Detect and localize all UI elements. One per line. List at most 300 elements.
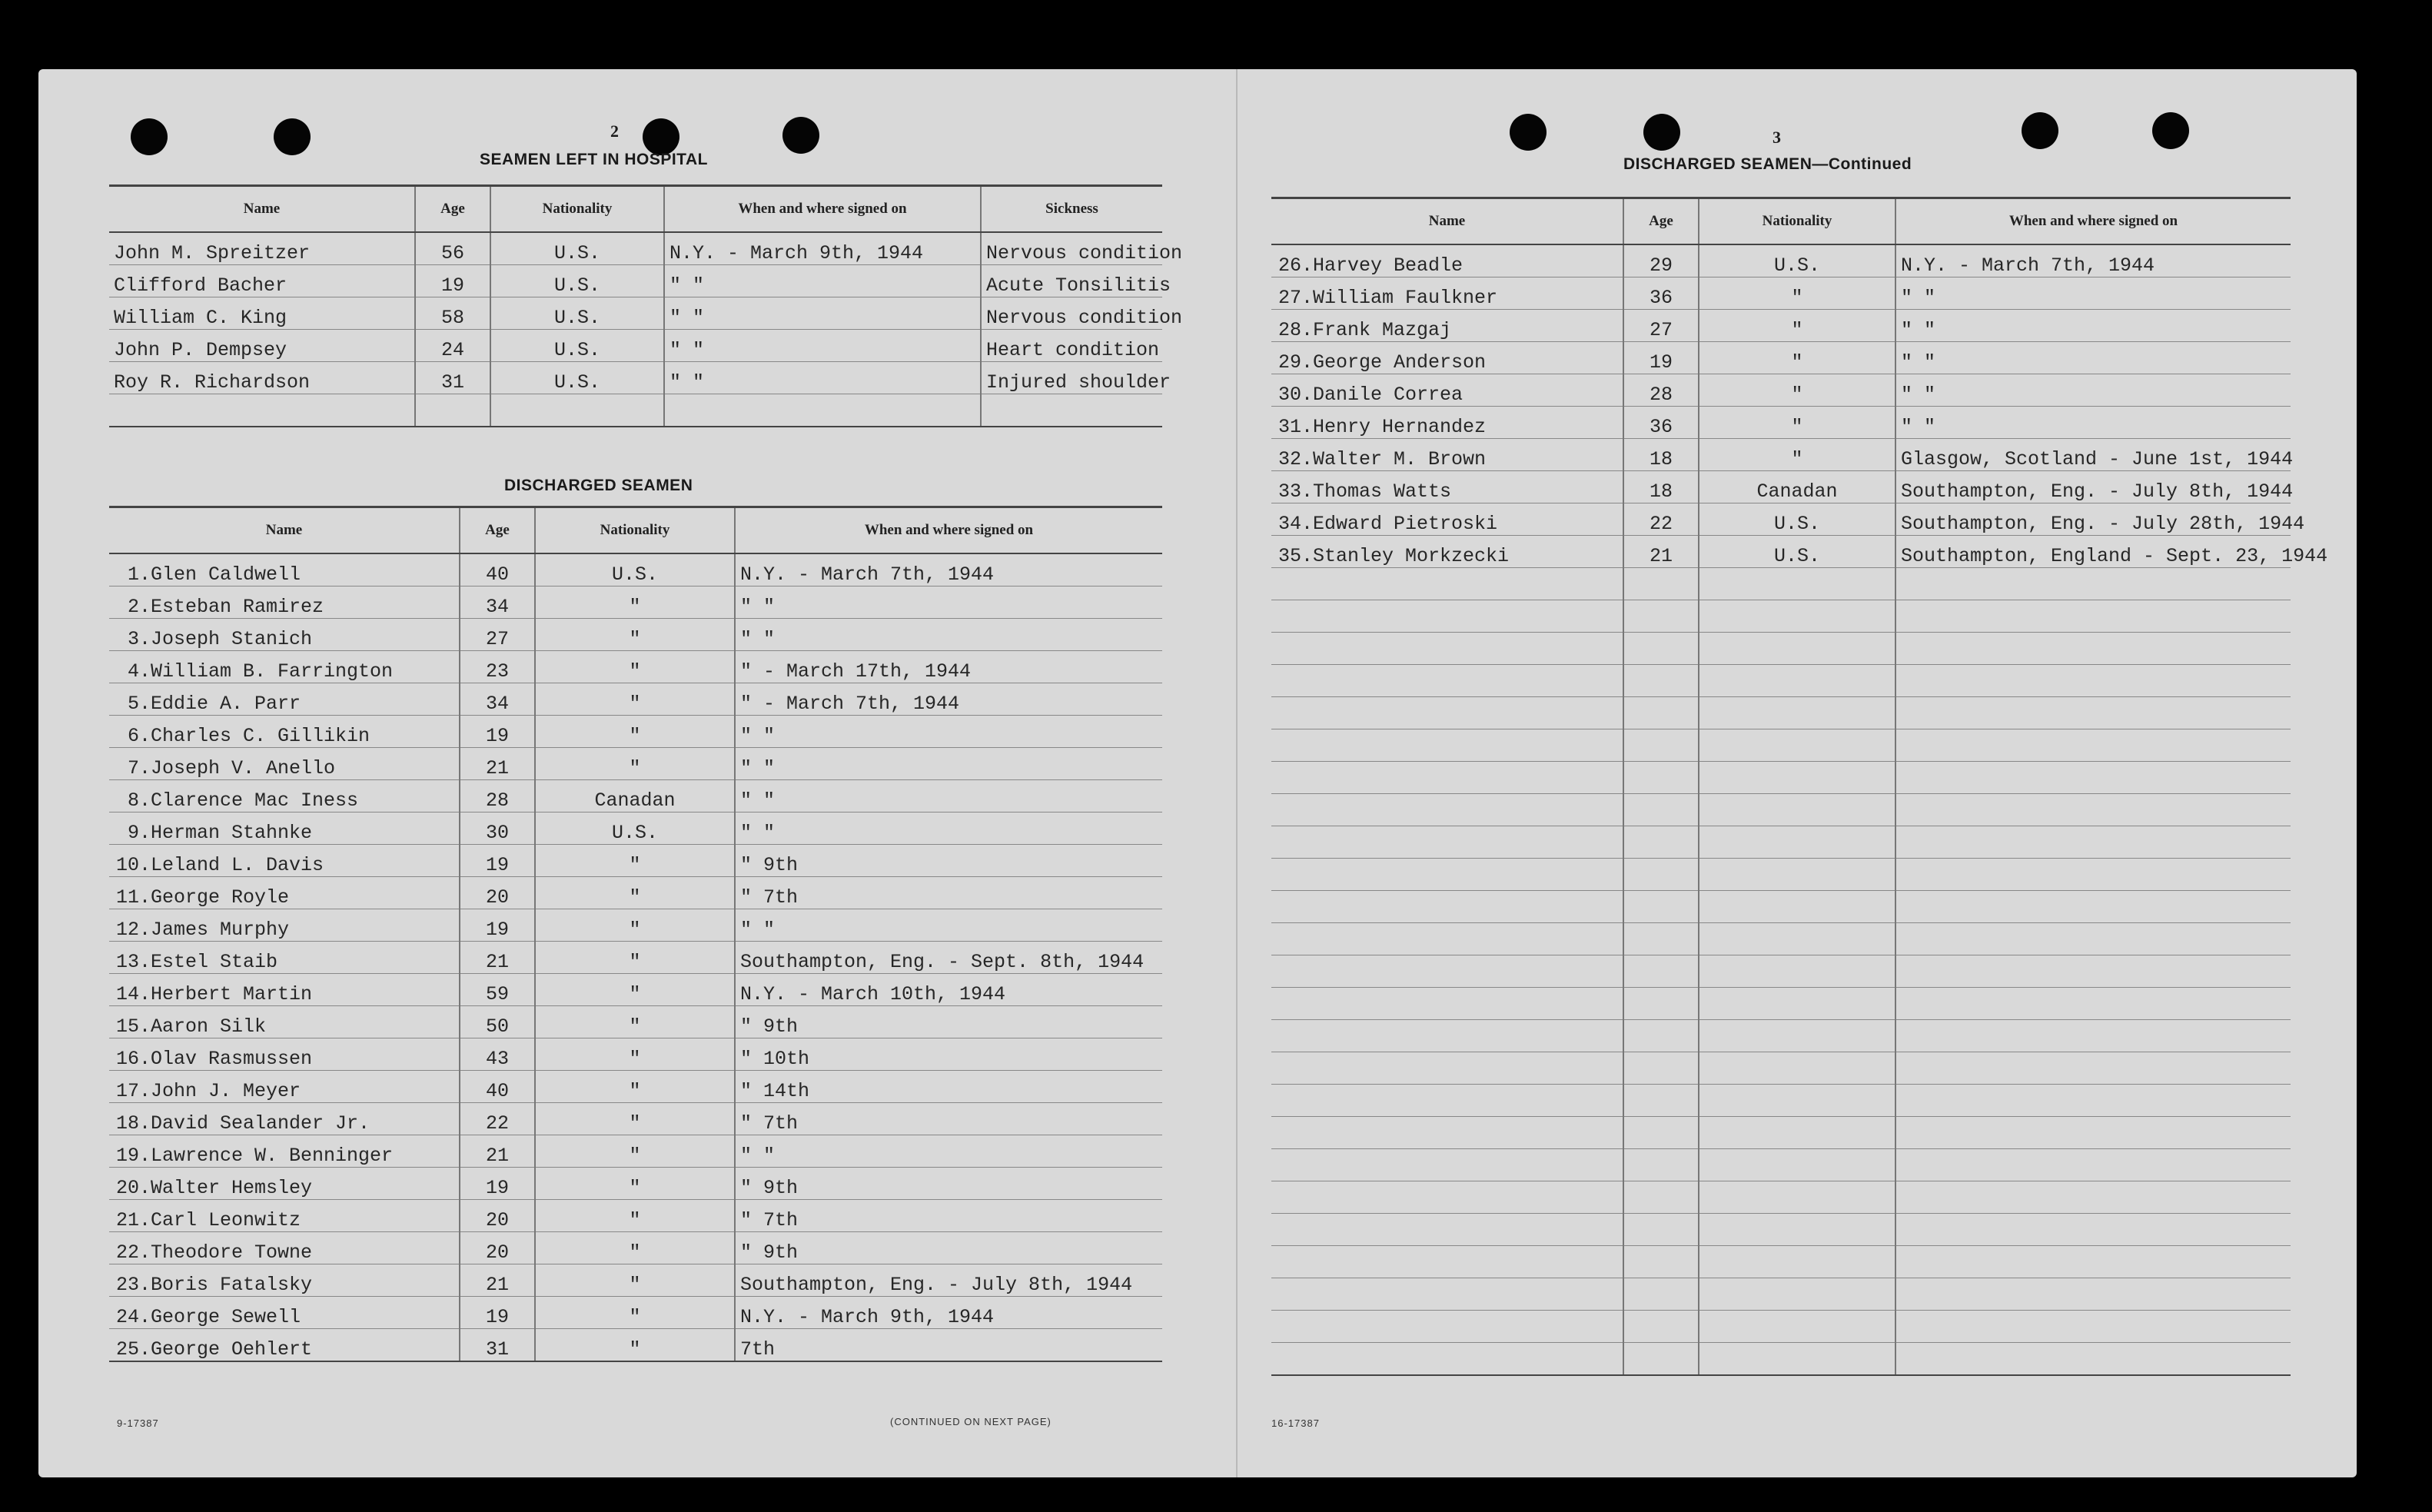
entry-number: 34. <box>1277 513 1313 535</box>
table-row <box>109 1200 1162 1232</box>
seaman-name: Theodore Towne <box>151 1241 313 1264</box>
signed-on: " 9th <box>735 1006 1162 1038</box>
seaman-name-cell <box>109 1297 460 1329</box>
entry-number: 11. <box>115 886 151 909</box>
entry-number: 17. <box>115 1080 151 1102</box>
col-signed-on: When and where signed on <box>735 507 1162 554</box>
seaman-nationality <box>1699 633 1895 665</box>
seaman-age: 20 <box>460 1200 535 1232</box>
seaman-name-cell <box>109 587 460 619</box>
seaman-nationality <box>1699 1181 1895 1214</box>
col-name: Name <box>1271 198 1623 245</box>
seaman-age: 40 <box>460 1071 535 1103</box>
seaman-age: 21 <box>460 748 535 780</box>
seaman-nationality <box>1699 988 1895 1020</box>
seaman-name-cell <box>109 812 460 845</box>
seaman-age: 24 <box>415 330 490 362</box>
seaman-name-cell <box>1271 439 1623 471</box>
seaman-name: Boris Fatalsky <box>151 1274 313 1296</box>
entry-number: 18. <box>115 1112 151 1135</box>
entry-number: 20. <box>115 1177 151 1199</box>
signed-on <box>1895 1117 2291 1149</box>
table-row <box>1271 244 2291 277</box>
seaman-name: Glen Caldwell <box>151 563 301 586</box>
signed-on <box>1895 826 2291 859</box>
signed-on <box>1895 762 2291 794</box>
signed-on: " 14th <box>735 1071 1162 1103</box>
table-row <box>109 651 1162 683</box>
seaman-name-cell <box>109 1232 460 1264</box>
seaman-age <box>1623 1311 1699 1343</box>
seaman-age: 29 <box>1623 244 1699 277</box>
seaman-name-cell <box>109 1071 460 1103</box>
seaman-name-cell <box>1271 729 1623 762</box>
table-row <box>1271 697 2291 729</box>
signed-on <box>1895 1246 2291 1278</box>
signed-on: " 9th <box>735 1232 1162 1264</box>
seaman-name-cell <box>109 716 460 748</box>
table-row <box>1271 762 2291 794</box>
signed-on: " " <box>1895 374 2291 407</box>
seaman-name-cell <box>1271 794 1623 826</box>
seaman-name-cell <box>1271 310 1623 342</box>
table-row <box>1271 1117 2291 1149</box>
hospital-heading: SEAMEN LEFT IN HOSPITAL <box>480 151 708 168</box>
signed-on: N.Y. - March 7th, 1944 <box>735 553 1162 587</box>
seaman-name-cell <box>1271 665 1623 697</box>
form-number-right: 16-17387 <box>1271 1417 1320 1429</box>
signed-on <box>1895 1020 2291 1052</box>
table-row <box>1271 471 2291 503</box>
signed-on: " " <box>735 619 1162 651</box>
table-row <box>1271 1052 2291 1085</box>
seaman-nationality <box>1699 1311 1895 1343</box>
seaman-age: 19 <box>460 716 535 748</box>
seaman-name-cell <box>109 1038 460 1071</box>
seaman-name <box>109 394 415 427</box>
seaman-nationality: " <box>535 974 735 1006</box>
seaman-name: Henry Hernandez <box>1313 416 1487 438</box>
continued-header-row <box>1271 198 2291 245</box>
seaman-name-cell <box>109 1264 460 1297</box>
table-row <box>109 1038 1162 1071</box>
table-row <box>109 587 1162 619</box>
seaman-nationality: " <box>535 748 735 780</box>
discharged-header-row <box>109 507 1162 554</box>
seaman-age: 18 <box>1623 471 1699 503</box>
entry-number: 7. <box>127 757 151 779</box>
entry-number: 31. <box>1277 416 1313 438</box>
signed-on: " " <box>1895 310 2291 342</box>
seaman-name-cell <box>1271 277 1623 310</box>
seaman-nationality <box>1699 762 1895 794</box>
seaman-name: George Royle <box>151 886 290 909</box>
seaman-age <box>1623 1181 1699 1214</box>
seaman-name-cell <box>1271 891 1623 923</box>
seaman-age <box>1623 955 1699 988</box>
table-row <box>109 1329 1162 1362</box>
seaman-name-cell <box>109 780 460 812</box>
signed-on: " " <box>664 297 981 330</box>
seaman-nationality <box>490 394 664 427</box>
entry-number: 30. <box>1277 384 1313 406</box>
seaman-age: 22 <box>1623 503 1699 536</box>
entry-number: 1. <box>127 563 151 586</box>
seaman-nationality: U.S. <box>1699 244 1895 277</box>
seaman-age: 36 <box>1623 277 1699 310</box>
seaman-nationality <box>1699 729 1895 762</box>
table-row <box>109 1135 1162 1168</box>
seaman-name: John P. Dempsey <box>109 330 415 362</box>
entry-number: 16. <box>115 1048 151 1070</box>
seaman-nationality <box>1699 665 1895 697</box>
signed-on: Southampton, England - Sept. 23, 1944 <box>1895 536 2291 568</box>
seaman-age <box>1623 1278 1699 1311</box>
seaman-name: Joseph Stanich <box>151 628 313 650</box>
seaman-age: 59 <box>460 974 535 1006</box>
signed-on: 7th <box>735 1329 1162 1362</box>
signed-on <box>1895 1278 2291 1311</box>
signed-on: Southampton, Eng. - July 8th, 1944 <box>735 1264 1162 1297</box>
seaman-nationality: " <box>535 619 735 651</box>
col-signed-on: When and where signed on <box>1895 198 2291 245</box>
seaman-name: George Anderson <box>1313 351 1487 374</box>
seaman-nationality: U.S. <box>535 812 735 845</box>
entry-number: 23. <box>115 1274 151 1296</box>
seaman-nationality: U.S. <box>535 553 735 587</box>
table-row <box>109 974 1162 1006</box>
signed-on: " - March 7th, 1944 <box>735 683 1162 716</box>
punch-hole <box>2152 112 2189 149</box>
seaman-age <box>1623 794 1699 826</box>
seaman-age <box>1623 600 1699 633</box>
seaman-name: Danile Correa <box>1313 384 1464 406</box>
col-signed-on: When and where signed on <box>664 186 981 233</box>
signed-on <box>664 394 981 427</box>
table-row <box>109 748 1162 780</box>
seaman-age: 18 <box>1623 439 1699 471</box>
entry-number: 2. <box>127 596 151 618</box>
signed-on: " 10th <box>735 1038 1162 1071</box>
table-row <box>1271 1278 2291 1311</box>
seaman-age: 19 <box>415 265 490 297</box>
seaman-name-cell <box>109 619 460 651</box>
seaman-name: William B. Farrington <box>151 660 394 683</box>
seaman-name: John J. Meyer <box>151 1080 301 1102</box>
signed-on: N.Y. - March 9th, 1944 <box>735 1297 1162 1329</box>
entry-number: 3. <box>127 628 151 650</box>
table-row <box>1271 568 2291 600</box>
col-name: Name <box>109 507 460 554</box>
seaman-name: Eddie A. Parr <box>151 693 301 715</box>
table-row <box>1271 1343 2291 1376</box>
signed-on: " " <box>735 748 1162 780</box>
table-row <box>1271 1085 2291 1117</box>
table-row <box>109 780 1162 812</box>
form-number-left: 9-17387 <box>117 1417 159 1429</box>
col-sickness: Sickness <box>981 186 1162 233</box>
table-row <box>1271 1181 2291 1214</box>
signed-on: " 7th <box>735 1200 1162 1232</box>
seaman-age: 36 <box>1623 407 1699 439</box>
seaman-age <box>1623 988 1699 1020</box>
entry-number: 25. <box>115 1338 151 1361</box>
table-row <box>109 942 1162 974</box>
seaman-nationality <box>1699 1246 1895 1278</box>
seaman-name: Aaron Silk <box>151 1015 267 1038</box>
sickness: Heart condition <box>981 330 1162 362</box>
seaman-name: David Sealander Jr. <box>151 1112 370 1135</box>
hospital-header-row <box>109 186 1162 233</box>
table-row <box>109 330 1162 362</box>
table-row <box>1271 923 2291 955</box>
table-row <box>109 877 1162 909</box>
signed-on <box>1895 923 2291 955</box>
table-row <box>109 619 1162 651</box>
seaman-age: 27 <box>460 619 535 651</box>
seaman-age: 19 <box>460 1297 535 1329</box>
seaman-name: Clarence Mac Iness <box>151 789 359 812</box>
table-row <box>109 716 1162 748</box>
seaman-age <box>1623 762 1699 794</box>
signed-on: Southampton, Eng. - July 8th, 1944 <box>1895 471 2291 503</box>
table-row <box>109 553 1162 587</box>
seaman-nationality <box>1699 1117 1895 1149</box>
seaman-nationality: " <box>535 1329 735 1362</box>
page-number-right: 3 <box>1773 128 1781 147</box>
seaman-nationality: " <box>535 909 735 942</box>
signed-on <box>1895 988 2291 1020</box>
seaman-age <box>1623 1246 1699 1278</box>
seaman-name: William Faulkner <box>1313 287 1498 309</box>
seaman-name-cell <box>1271 244 1623 277</box>
seaman-name: Edward Pietroski <box>1313 513 1498 535</box>
seaman-name-cell <box>1271 1117 1623 1149</box>
seaman-nationality <box>1699 568 1895 600</box>
seaman-nationality: " <box>535 1200 735 1232</box>
seaman-age: 20 <box>460 877 535 909</box>
entry-number: 8. <box>127 789 151 812</box>
seaman-nationality <box>1699 600 1895 633</box>
seaman-age: 34 <box>460 587 535 619</box>
seaman-name: Roy R. Richardson <box>109 362 415 394</box>
entry-number: 12. <box>115 919 151 941</box>
seaman-name: Herbert Martin <box>151 983 313 1005</box>
signed-on: " " <box>664 330 981 362</box>
seaman-name-cell <box>1271 342 1623 374</box>
hospital-table <box>109 184 1183 427</box>
seaman-nationality: " <box>535 1135 735 1168</box>
seaman-age <box>1623 1343 1699 1376</box>
seaman-name: Clifford Bacher <box>109 265 415 297</box>
seaman-name-cell <box>1271 923 1623 955</box>
table-row <box>1271 439 2291 471</box>
table-row <box>1271 536 2291 568</box>
seaman-name-cell <box>1271 1052 1623 1085</box>
seaman-age: 21 <box>460 1135 535 1168</box>
seaman-name: Leland L. Davis <box>151 854 324 876</box>
seaman-name-cell <box>1271 568 1623 600</box>
seaman-name: William C. King <box>109 297 415 330</box>
table-row <box>1271 1246 2291 1278</box>
table-row <box>1271 600 2291 633</box>
seaman-name: Herman Stahnke <box>151 822 313 844</box>
seaman-nationality <box>1699 794 1895 826</box>
punch-hole <box>1510 114 1547 151</box>
seaman-nationality <box>1699 1278 1895 1311</box>
entry-number: 5. <box>127 693 151 715</box>
seaman-name: Walter Hemsley <box>151 1177 313 1199</box>
seaman-nationality: " <box>535 587 735 619</box>
table-row <box>109 297 1162 330</box>
seaman-name-cell <box>1271 1085 1623 1117</box>
seaman-name-cell <box>1271 1246 1623 1278</box>
seaman-nationality <box>1699 826 1895 859</box>
seaman-age: 19 <box>1623 342 1699 374</box>
seaman-nationality: " <box>535 651 735 683</box>
seaman-age: 21 <box>1623 536 1699 568</box>
seaman-age: 28 <box>460 780 535 812</box>
table-row <box>1271 633 2291 665</box>
seaman-name-cell <box>1271 1311 1623 1343</box>
signed-on <box>1895 794 2291 826</box>
seaman-age: 28 <box>1623 374 1699 407</box>
table-row <box>1271 310 2291 342</box>
seaman-nationality: " <box>535 1297 735 1329</box>
seaman-age: 34 <box>460 683 535 716</box>
entry-number: 24. <box>115 1306 151 1328</box>
seaman-nationality: " <box>535 845 735 877</box>
seaman-nationality <box>1699 1149 1895 1181</box>
seaman-name-cell <box>109 1006 460 1038</box>
seaman-name-cell <box>109 942 460 974</box>
seaman-nationality: " <box>535 942 735 974</box>
signed-on <box>1895 859 2291 891</box>
signed-on: " " <box>735 909 1162 942</box>
seaman-age <box>1623 891 1699 923</box>
seaman-age <box>1623 1149 1699 1181</box>
seaman-name-cell <box>1271 374 1623 407</box>
seaman-name-cell <box>1271 1149 1623 1181</box>
table-row <box>109 232 1162 265</box>
punch-hole <box>274 118 311 155</box>
seaman-name-cell <box>1271 988 1623 1020</box>
seaman-nationality: U.S. <box>1699 536 1895 568</box>
col-name: Name <box>109 186 415 233</box>
seaman-age: 20 <box>460 1232 535 1264</box>
signed-on <box>1895 1052 2291 1085</box>
signed-on <box>1895 1214 2291 1246</box>
signed-on: N.Y. - March 10th, 1944 <box>735 974 1162 1006</box>
seaman-age: 43 <box>460 1038 535 1071</box>
signed-on <box>1895 697 2291 729</box>
col-age: Age <box>415 186 490 233</box>
seaman-nationality: " <box>1699 277 1895 310</box>
signed-on: " " <box>735 1135 1162 1168</box>
table-row <box>109 1264 1162 1297</box>
table-row <box>109 909 1162 942</box>
sickness <box>981 394 1162 427</box>
seaman-age: 40 <box>460 553 535 587</box>
seaman-name-cell <box>1271 762 1623 794</box>
discharged-table <box>109 506 1162 1362</box>
col-age: Age <box>460 507 535 554</box>
seaman-age <box>1623 923 1699 955</box>
signed-on <box>1895 1311 2291 1343</box>
seaman-nationality: " <box>1699 407 1895 439</box>
seaman-age: 23 <box>460 651 535 683</box>
seaman-name-cell <box>109 748 460 780</box>
seaman-nationality <box>1699 859 1895 891</box>
seaman-age <box>1623 665 1699 697</box>
table-row <box>1271 729 2291 762</box>
table-row <box>1271 794 2291 826</box>
entry-number: 29. <box>1277 351 1313 374</box>
seaman-age: 58 <box>415 297 490 330</box>
entry-number: 22. <box>115 1241 151 1264</box>
table-row <box>109 362 1162 394</box>
col-nationality: Nationality <box>535 507 735 554</box>
signed-on: " " <box>735 812 1162 845</box>
signed-on <box>1895 568 2291 600</box>
seaman-nationality: U.S. <box>490 232 664 265</box>
col-nationality: Nationality <box>1699 198 1895 245</box>
document-sheet <box>38 69 2357 1477</box>
page-fold <box>1236 69 1238 1477</box>
seaman-age: 56 <box>415 232 490 265</box>
seaman-name-cell <box>1271 633 1623 665</box>
seaman-name-cell <box>1271 955 1623 988</box>
seaman-nationality: U.S. <box>490 362 664 394</box>
signed-on <box>1895 955 2291 988</box>
seaman-age <box>1623 633 1699 665</box>
signed-on: " " <box>1895 407 2291 439</box>
entry-number: 13. <box>115 951 151 973</box>
entry-number: 35. <box>1277 545 1313 567</box>
entry-number: 9. <box>127 822 151 844</box>
seaman-name: James Murphy <box>151 919 290 941</box>
entry-number: 32. <box>1277 448 1313 470</box>
seaman-name-cell <box>109 553 460 587</box>
seaman-age: 19 <box>460 909 535 942</box>
col-age: Age <box>1623 198 1699 245</box>
seaman-nationality: " <box>1699 342 1895 374</box>
seaman-nationality: " <box>535 1103 735 1135</box>
seaman-name-cell <box>109 1200 460 1232</box>
discharged-continued-table <box>1271 197 2328 1376</box>
table-row <box>1271 342 2291 374</box>
seaman-name: George Oehlert <box>151 1338 313 1361</box>
signed-on: N.Y. - March 7th, 1944 <box>1895 244 2291 277</box>
seaman-age <box>1623 826 1699 859</box>
punch-hole <box>782 117 819 154</box>
signed-on: " 9th <box>735 845 1162 877</box>
signed-on <box>1895 1343 2291 1376</box>
seaman-age <box>1623 859 1699 891</box>
seaman-name: Charles C. Gillikin <box>151 725 370 747</box>
seaman-age: 21 <box>460 942 535 974</box>
sickness: Nervous condition <box>981 232 1162 265</box>
continued-heading: DISCHARGED SEAMEN—Continued <box>1623 155 1912 173</box>
seaman-name: Esteban Ramirez <box>151 596 324 618</box>
entry-number: 6. <box>127 725 151 747</box>
entry-number: 14. <box>115 983 151 1005</box>
signed-on: " " <box>735 587 1162 619</box>
seaman-age: 50 <box>460 1006 535 1038</box>
seaman-name: Joseph V. Anello <box>151 757 336 779</box>
seaman-name: Carl Leonwitz <box>151 1209 301 1231</box>
sickness: Injured shoulder <box>981 362 1162 394</box>
